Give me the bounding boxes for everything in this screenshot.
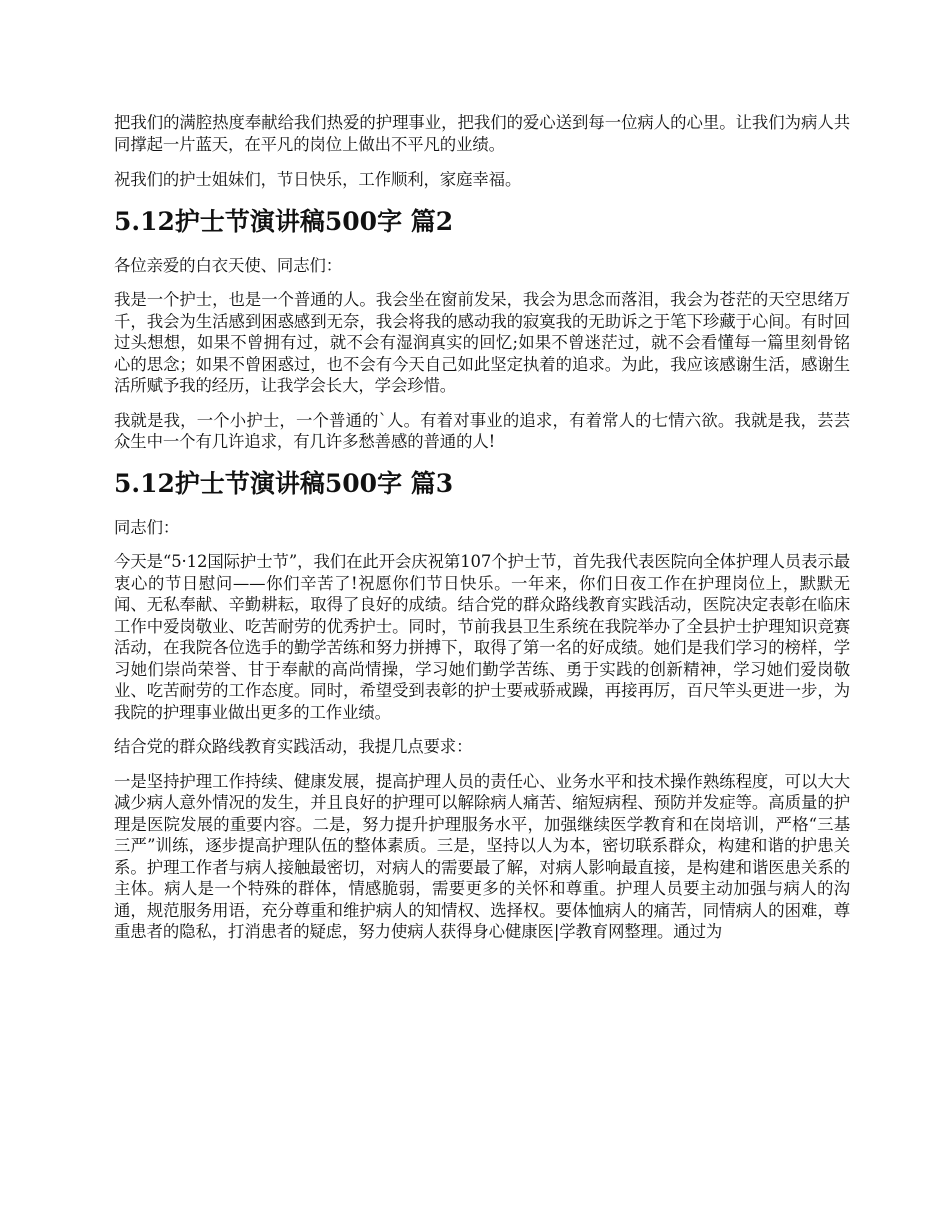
part2-paragraph-2: 我就是我，一个小护士，一个普通的`人。有着对事业的追求，有着常人的七情六欲。我就是我，芸芸众生中一个有几许追求，有几许多愁善感的普通的人! <box>114 410 850 451</box>
section-heading-part-2: 5.12护士节演讲稿500字 篇2 <box>114 206 454 236</box>
part3-greeting: 同志们： <box>114 517 180 537</box>
part3-paragraph-1: 今天是“5·12国际护士节”，我们在此开会庆祝第107个护士节，首先我代表医院向全体护理人员表示最衷心的节日慰问——你们辛苦了!祝愿你们节日快乐。一年来，你们日夜工作在护理岗位上，默默无闻、无私奉献、辛勤耕耘，取得了良好的成绩。结合党的群众路线教育实践活动，医院决定表彰在临床工作中爱岗敬业、吃苦耐劳的优秀护士。同时，节前我县卫生系统在我院举办了全县护士护理知识竞赛活动，在我院各位选手的勤学苦练和努力拼搏下，取得了第一名的好成绩。她们是我们学习的榜样，学习她们崇尚荣誉、甘于奉献的高尚情操，学习她们勤学苦练、勇于实践的创新精神，学习她们爱岗敬业、吃苦耐劳的工作态度。同时，希望受到表彰的护士要戒骄戒躁，再接再厉，百尺竿头更进一步，为我院的护理事业做出更多的工作业绩。 <box>114 552 850 722</box>
intro-paragraph-2: 祝我们的护士姐妹们，节日快乐，工作顺利，家庭幸福。 <box>114 170 522 189</box>
section-heading-part-3: 5.12护士节演讲稿500字 篇3 <box>114 468 454 498</box>
part2-paragraph-1: 我是一个护士，也是一个普通的人。我会坐在窗前发呆，我会为思念而落泪，我会为苍茫的天空思绪万千，我会为生活感到困惑感到无奈，我会将我的感动我的寂寞我的无助诉之于笔下珍藏于心间。有时回过头想想，如果不曾拥有过，就不会有湿润真实的回忆;如果不曾迷茫过，就不会看懂每一篇里刻骨铭心的思念；如果不曾困惑过，也不会有今天自己如此坚定执着的追求。为此，我应该感谢生活，感谢生活所赋予我的经历，让我学会长大，学会珍惜。 <box>114 290 850 395</box>
part3-paragraph-3: 一是坚持护理工作持续、健康发展，提高护理人员的责任心、业务水平和技术操作熟练程度，可以大大减少病人意外情况的发生，并且良好的护理可以解除病人痛苦、缩短病程、预防并发症等。高质量的护理是医院发展的重要内容。二是，努力提升护理服务水平，加强继续医学教育和在岗培训，严格“三基三严”训练，逐步提高护理队伍的整体素质。三是，坚持以人为本，密切联系群众，构建和谐的护患关系。护理工作者与病人接触最密切，对病人的需要最了解，对病人影响最直接，是构建和谐医患关系的主体。病人是一个特殊的群体，情感脆弱，需要更多的关怀和尊重。护理人员要主动加强与病人的沟通，规范服务用语，充分尊重和维护病人的知情权、选择权。要体恤病人的痛苦，同情病人的困难，尊重患者的隐私，打消患者的疑虑，努力使病人获得身心健康医|学教育网整理。通过为 <box>114 771 850 941</box>
part2-greeting: 各位亲爱的白衣天使、同志们： <box>114 255 343 275</box>
intro-paragraph-1: 把我们的满腔热度奉献给我们热爱的护理事业，把我们的爱心送到每一位病人的心里。让我们为病人共同撑起一片蓝天，在平凡的岗位上做出不平凡的业绩。 <box>114 113 850 154</box>
document-page <box>114 112 850 956</box>
part3-paragraph-2: 结合党的群众路线教育实践活动，我提几点要求： <box>114 737 473 756</box>
